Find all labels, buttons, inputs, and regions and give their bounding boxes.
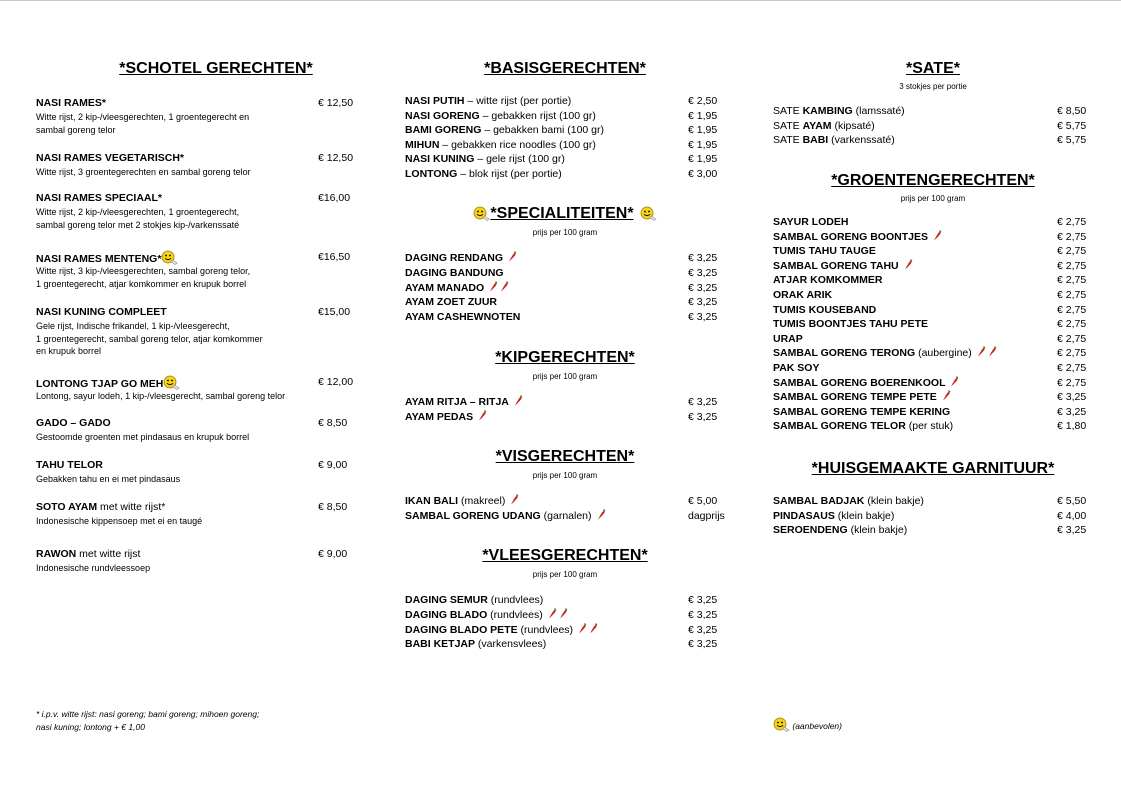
dish-title: RAWON	[36, 548, 77, 560]
menu-item	[405, 251, 517, 266]
heading-vis: *VISGERECHTEN*	[495, 448, 635, 465]
item-price: € 2,75	[1057, 274, 1087, 287]
heading-kip: *KIPGERECHTEN*	[495, 349, 635, 366]
item-detail: (kipsaté)	[831, 119, 875, 132]
chili-pepper-icon	[933, 230, 942, 241]
dish-title: LONTONG TJAP GO MEH	[36, 378, 164, 390]
item-price: € 3,25	[688, 396, 718, 408]
heading-sate: *SATE*	[906, 60, 960, 77]
description-line: Gestoomde groenten met pindasaus en krupuk borrel	[36, 432, 250, 442]
item-prefix: SATE	[773, 119, 803, 132]
item-price: € 3,25	[688, 252, 718, 264]
item-detail: (aubergine)	[915, 347, 972, 360]
menu-item	[773, 104, 905, 119]
item-price: dagprijs	[688, 510, 725, 522]
item-name: LONTONG	[405, 168, 458, 180]
item-name: AYAM RITJA – RITJA	[405, 396, 509, 408]
item-name: TUMIS TAHU TAUGE	[773, 245, 876, 258]
chili-pepper-icon	[578, 623, 587, 634]
description-line: en krupuk borrel	[36, 346, 102, 356]
smiley-icon	[163, 375, 180, 390]
sub-kip: prijs per 100 gram	[532, 372, 598, 381]
item-detail: (per stuk)	[905, 420, 954, 433]
item-name: ORAK ARIK	[773, 289, 833, 301]
description-line: Witte rijst, 2 kip-/vleesgerechten, 1 groentegerecht,	[36, 207, 240, 217]
item-price: € 4,00	[1057, 509, 1087, 522]
menu-item	[773, 494, 924, 509]
chili-pepper-icon	[510, 494, 519, 505]
menu-item	[405, 94, 571, 109]
dish-name	[36, 547, 140, 562]
item-name: ATJAR KOMKOMMER	[773, 274, 883, 287]
menu-item	[773, 259, 913, 274]
menu-item	[405, 266, 504, 281]
chili-pepper-icon	[589, 623, 598, 634]
chili-pepper-icon	[977, 346, 986, 357]
item-detail: (klein bakje)	[864, 495, 924, 507]
dish-description	[36, 562, 150, 575]
chili-pepper-icon	[942, 390, 951, 401]
item-price: € 3,25	[688, 266, 718, 279]
item-name: SAMBAL GORENG TAHU	[773, 259, 899, 272]
menu-item	[773, 215, 848, 230]
item-price: € 5,75	[1057, 134, 1087, 147]
dish-price: € 8,50	[318, 501, 348, 513]
dish-description	[36, 473, 180, 486]
chili-pepper-icon	[559, 608, 568, 619]
heading-vlees: *VLEESGERECHTEN*	[482, 547, 648, 564]
menu-item	[405, 494, 519, 509]
menu-item	[405, 295, 497, 310]
item-name: SAMBAL GORENG BOONTJES	[773, 230, 928, 243]
item-detail: – blok rijst (per portie)	[457, 168, 562, 180]
item-name: PINDASAUS	[773, 509, 835, 522]
menu-item	[405, 593, 543, 608]
item-price: € 1,95	[688, 138, 718, 151]
smiley-icon	[640, 206, 657, 221]
item-detail: (rundvlees)	[487, 594, 544, 606]
sub-groente: prijs per 100 gram	[900, 194, 966, 203]
item-detail: (rundvlees)	[487, 608, 543, 621]
sub-vlees: prijs per 100 gram	[532, 570, 598, 579]
dish-title: NASI RAMES*	[36, 97, 107, 109]
heading-garnituur: *HUISGEMAAKTE GARNITUUR*	[811, 460, 1055, 477]
description-line: sambal goreng telor	[36, 124, 116, 135]
dish-name	[36, 500, 165, 515]
item-name: SAMBAL GORENG UDANG	[405, 510, 541, 522]
dish-name	[36, 416, 111, 431]
item-price: € 1,80	[1057, 420, 1087, 433]
item-name: NASI KUNING	[405, 153, 475, 166]
item-name: TUMIS KOUSEBAND	[773, 303, 877, 316]
item-detail: – witte rijst (per portie)	[464, 95, 572, 107]
item-price: € 3,25	[1057, 405, 1087, 418]
item-name: AYAM MANADO	[405, 281, 485, 294]
menu-item	[773, 332, 803, 347]
item-detail: (rundvlees)	[517, 623, 574, 636]
item-price: € 1,95	[688, 109, 718, 122]
heading-schotel: *SCHOTEL GERECHTEN*	[119, 60, 313, 77]
menu-item	[405, 410, 487, 425]
dish-name	[36, 96, 106, 111]
dish-title-extra: met witte rijst	[76, 548, 141, 560]
item-name: PAK SOY	[773, 362, 820, 374]
dish-description	[36, 431, 249, 444]
menu-item	[773, 346, 997, 361]
item-name: DAGING BLADO PETE	[405, 623, 518, 636]
item-price: € 2,75	[1057, 289, 1087, 301]
item-detail: (klein bakje)	[847, 524, 908, 537]
item-name: SEROENDENG	[773, 524, 848, 537]
chili-pepper-icon	[514, 395, 523, 406]
dish-description	[36, 206, 239, 231]
item-price: € 2,75	[1057, 259, 1087, 272]
item-prefix: SATE	[773, 134, 803, 147]
item-price: € 3,25	[688, 623, 718, 636]
item-price: € 3,25	[688, 410, 718, 423]
item-price: € 8,50	[1057, 105, 1087, 117]
description-line: Witte rijst, 2 kip-/vleesgerechten, 1 groentegerecht en	[36, 112, 250, 122]
dish-price: €16,50	[318, 251, 351, 263]
item-name: SAMBAL GORENG TERONG	[773, 347, 916, 360]
dish-name	[36, 151, 184, 166]
description-line: 1 groentegerecht, atjar komkommer en krupuk borrel	[36, 278, 247, 289]
item-price: € 2,75	[1057, 230, 1087, 243]
item-price: € 2,75	[1057, 362, 1087, 374]
item-price: € 2,50	[688, 95, 718, 107]
item-price: € 5,50	[1057, 495, 1087, 507]
dish-description	[36, 515, 202, 528]
dish-description	[36, 390, 285, 403]
item-price: € 3,25	[688, 638, 718, 651]
description-line: sambal goreng telor met 2 stokjes kip-/varkenssaté	[36, 219, 240, 230]
item-price: € 1,95	[688, 153, 718, 166]
chili-pepper-icon	[950, 376, 959, 387]
description-line: Indonesische rundvleessoep	[36, 563, 151, 573]
item-name: SAMBAL GORENG TELOR	[773, 420, 906, 433]
description-line: Gebakken tahu en ei met pindasaus	[36, 474, 181, 484]
item-price: € 3,25	[688, 608, 718, 621]
chili-pepper-icon	[988, 346, 997, 357]
dish-price: € 9,00	[318, 548, 348, 560]
dish-price: € 12,50	[318, 152, 354, 164]
item-price: € 3,25	[688, 281, 718, 294]
dish-title: NASI KUNING COMPLEET	[36, 306, 167, 318]
chili-pepper-icon	[597, 509, 606, 520]
item-name: AYAM PEDAS	[405, 410, 474, 423]
item-name: SAMBAL GORENG TEMPE KERING	[773, 405, 951, 418]
menu-item	[405, 109, 596, 124]
chili-pepper-icon	[500, 281, 509, 292]
menu-item	[405, 509, 606, 524]
item-price: € 2,75	[1057, 303, 1087, 316]
dish-description	[36, 111, 249, 136]
item-name: KAMBING	[802, 105, 853, 117]
item-detail: – gebakken rijst (100 gr)	[479, 109, 596, 122]
dish-title: NASI RAMES VEGETARISCH*	[36, 152, 184, 164]
item-price: € 2,75	[1057, 318, 1087, 331]
menu-item	[773, 119, 875, 134]
item-price: € 1,95	[688, 124, 718, 137]
item-detail: – gebakken rice noodles (100 gr)	[439, 138, 596, 151]
item-name: BABI	[802, 134, 829, 147]
menu-item	[773, 376, 959, 391]
dish-price: €16,00	[318, 192, 351, 204]
item-name: NASI PUTIH	[405, 95, 465, 107]
dish-description	[36, 320, 263, 358]
description-line: Gele rijst, Indische frikandel, 1 kip-/vleesgerecht,	[36, 321, 230, 331]
smiley-icon	[773, 717, 790, 732]
sub-sate: 3 stokjes per portie	[899, 82, 967, 91]
menu-item	[405, 608, 568, 623]
top-rule	[0, 0, 1121, 1]
item-price: € 2,75	[1057, 216, 1087, 228]
description-line: Witte rijst, 3 groentegerechten en sambal goreng telor	[36, 167, 251, 177]
menu-item	[773, 509, 894, 524]
smiley-icon	[161, 250, 178, 265]
chili-pepper-icon	[548, 608, 557, 619]
item-price: € 2,75	[1057, 347, 1087, 360]
legend: (aanbevolen)	[773, 717, 842, 733]
menu-item	[773, 244, 876, 259]
heading-basis: *BASISGERECHTEN*	[484, 60, 646, 77]
item-name: BABI KETJAP	[405, 638, 476, 651]
item-price: € 2,75	[1057, 376, 1087, 389]
menu-item	[405, 281, 509, 296]
menu-item	[405, 138, 596, 153]
dish-title: SOTO AYAM	[36, 501, 98, 513]
dish-price: €15,00	[318, 306, 351, 318]
chili-pepper-icon	[904, 259, 913, 270]
description-line: Lontong, sayur lodeh, 1 kip-/vleesgerecht, sambal goreng telor	[36, 391, 286, 401]
item-detail: (garnalen)	[540, 510, 592, 522]
item-name: DAGING RENDANG	[405, 252, 504, 264]
smiley-icon	[473, 206, 490, 221]
item-detail: (klein bakje)	[834, 509, 895, 522]
menu-item	[773, 405, 950, 420]
footnote: * i.p.v. witte rijst: nasi goreng; bami goreng; mihoen goreng; nasi kuning; lontong + € 1,00	[36, 709, 260, 732]
menu-item	[405, 152, 565, 167]
item-detail: (varkensvlees)	[475, 638, 547, 651]
dish-title-extra: met witte rijst*	[97, 501, 166, 513]
item-name: SAMBAL GORENG BOERENKOOL	[773, 376, 946, 389]
dish-price: € 8,50	[318, 417, 348, 429]
sub-specialiteiten: prijs per 100 gram	[532, 228, 598, 237]
dish-name	[36, 191, 162, 206]
item-name: SAYUR LODEH	[773, 216, 849, 228]
menu-item	[773, 273, 882, 288]
item-name: DAGING SEMUR	[405, 594, 488, 606]
item-price: € 3,25	[1057, 524, 1087, 537]
description-line: Witte rijst, 3 kip-/vleesgerechten, sambal goreng telor,	[36, 266, 251, 276]
item-detail: (makreel)	[458, 495, 506, 507]
menu-item	[405, 310, 520, 325]
item-name: MIHUN	[405, 138, 440, 151]
item-name: IKAN BALI	[405, 495, 459, 507]
item-prefix: SATE	[773, 105, 803, 117]
item-name: TUMIS BOONTJES TAHU PETE	[773, 318, 928, 331]
item-name: URAP	[773, 332, 803, 345]
chili-pepper-icon	[508, 251, 517, 262]
item-detail: – gebakken bami (100 gr)	[481, 124, 604, 137]
menu-item	[773, 317, 928, 332]
menu-item	[405, 123, 604, 138]
item-name: NASI GORENG	[405, 109, 480, 122]
item-detail: – gele rijst (100 gr)	[474, 153, 565, 166]
item-detail: (varkenssaté)	[828, 134, 895, 147]
menu-item	[773, 288, 832, 303]
chili-pepper-icon	[478, 410, 487, 421]
item-name: BAMI GORENG	[405, 124, 482, 137]
dish-title: NASI RAMES MENTENG*	[36, 253, 162, 265]
item-price: € 5,75	[1057, 119, 1087, 132]
dish-name	[36, 458, 103, 473]
item-name: DAGING BANDUNG	[405, 266, 504, 279]
menu-item	[405, 167, 562, 182]
menu-item	[773, 303, 876, 318]
dish-name	[36, 305, 167, 320]
menu-item	[405, 623, 598, 638]
heading-specialiteiten: *SPECIALITEITEN*	[405, 205, 725, 223]
dish-price: € 12,00	[318, 376, 354, 388]
item-detail: (lamssaté)	[852, 105, 905, 117]
menu-item	[773, 390, 951, 405]
item-price: € 3,00	[688, 168, 718, 180]
menu-item	[773, 361, 819, 376]
dish-price: € 9,00	[318, 459, 348, 471]
item-name: AYAM	[802, 119, 832, 132]
menu-item	[405, 637, 546, 652]
item-name: SAMBAL GORENG TEMPE PETE	[773, 391, 937, 404]
item-price: € 5,00	[688, 495, 718, 507]
item-name: AYAM ZOET ZUUR	[405, 296, 497, 309]
sub-vis: prijs per 100 gram	[532, 471, 598, 480]
menu-item	[405, 395, 523, 410]
item-name: AYAM CASHEWNOTEN	[405, 311, 521, 324]
item-price: € 3,25	[688, 594, 718, 606]
dish-price: € 12,50	[318, 97, 354, 109]
menu-item	[773, 230, 942, 245]
dish-title: NASI RAMES SPECIAAL*	[36, 192, 163, 204]
item-price: € 2,75	[1057, 332, 1087, 345]
dish-title: GADO – GADO	[36, 417, 111, 429]
description-line: 1 groentegerecht, sambal goreng telor, atjar komkommer	[36, 333, 263, 344]
dish-title: TAHU TELOR	[36, 459, 103, 471]
description-line: Indonesische kippensoep met ei en taugé	[36, 516, 203, 526]
menu-item	[773, 523, 907, 538]
dish-description	[36, 166, 251, 179]
chili-pepper-icon	[489, 281, 498, 292]
item-price: € 3,25	[688, 296, 718, 309]
item-price: € 3,25	[1057, 391, 1087, 404]
dish-description	[36, 265, 250, 290]
menu-item	[773, 419, 953, 434]
menu-item	[773, 133, 895, 148]
item-price: € 3,25	[688, 311, 718, 324]
item-price: € 2,75	[1057, 245, 1087, 258]
heading-groente: *GROENTENGERECHTEN*	[831, 172, 1035, 189]
item-name: DAGING BLADO	[405, 608, 488, 621]
item-name: SAMBAL BADJAK	[773, 495, 865, 507]
